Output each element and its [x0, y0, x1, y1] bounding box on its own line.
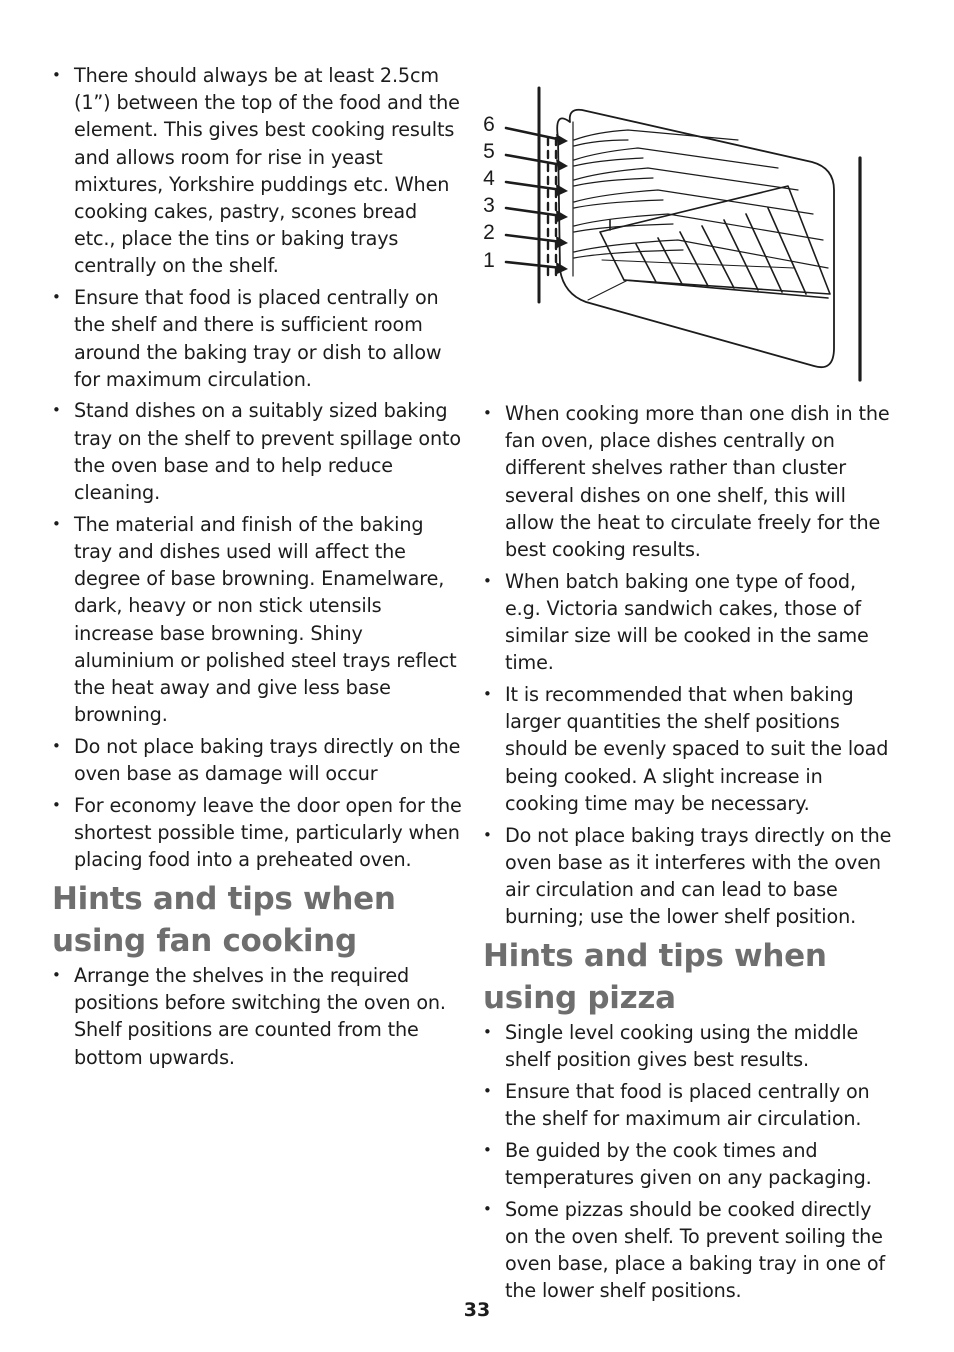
bullet-glyph: •	[52, 736, 61, 755]
shelf-number-4: 4	[483, 167, 495, 190]
bullet-glyph: •	[483, 1081, 492, 1100]
list-item	[483, 1196, 895, 1305]
list-item-text: Arrange the shelves in the required positions before switching the oven on. Shelf positions are counted from the bottom upwards.	[74, 963, 446, 1069]
bullet-glyph: •	[52, 401, 61, 420]
list-item	[483, 822, 895, 931]
list-item	[483, 1019, 895, 1073]
list-item	[52, 733, 462, 787]
bullet-glyph: •	[483, 1140, 492, 1159]
pizza-bullet-list	[483, 1019, 895, 1305]
list-item-text: Ensure that food is placed centrally on the shelf for maximum air circulation.	[505, 1079, 870, 1130]
list-item-text: Be guided by the cook times and temperatures given on any packaging.	[505, 1138, 872, 1189]
list-item	[483, 400, 895, 563]
shelf-number-1: 1	[483, 249, 495, 272]
fan-cooking-heading: Hints and tips when using fan cooking	[52, 880, 396, 959]
bullet-glyph: •	[483, 1199, 492, 1218]
pizza-heading: Hints and tips when using pizza	[483, 937, 827, 1016]
list-item-text: Ensure that food is placed centrally on the shelf and there is sufficient room around the baking tray or dish to allow for maximum circulation.	[74, 286, 442, 391]
shelf-number-6: 6	[483, 113, 495, 136]
fan-bullet-list	[52, 962, 462, 1071]
list-item	[52, 284, 462, 393]
list-item	[483, 681, 895, 817]
list-item	[52, 511, 462, 729]
list-item	[483, 568, 895, 677]
list-item	[52, 962, 462, 1071]
bullet-glyph: •	[52, 514, 61, 533]
list-item-text: Stand dishes on a suitably sized baking tray on the shelf to prevent spillage onto the oven base and to help reduce cleaning.	[74, 399, 461, 505]
oven-shelf-diagram	[478, 80, 878, 390]
list-item	[52, 62, 462, 280]
left-bullet-list	[52, 62, 462, 873]
right-bullet-list	[483, 400, 895, 930]
runner-guides	[548, 138, 556, 276]
list-item	[52, 397, 462, 506]
bullet-glyph: •	[52, 965, 61, 984]
page-number: 33	[463, 1299, 491, 1321]
shelf-number-5: 5	[483, 140, 495, 163]
list-item-text: The material and finish of the baking tray and dishes used will affect the degree of base browning. Enamelware, dark, heavy or non stick utensils increase base browning. Shiny aluminium or polished steel trays reflect the heat away and give less base browning.	[74, 512, 457, 727]
shelf-arrows	[506, 128, 562, 268]
list-item-text: Single level cooking using the middle shelf position gives best results.	[505, 1020, 859, 1072]
list-item	[52, 792, 462, 874]
shelf-number-3: 3	[483, 194, 495, 217]
bullet-glyph: •	[483, 404, 492, 422]
list-item-text: When batch baking one type of food, e.g. Victoria sandwich cakes, those of similar size will be cooked in the same time.	[505, 569, 869, 675]
bullet-glyph: •	[52, 795, 61, 814]
lower-shelf-hint	[588, 280, 628, 300]
left-column	[52, 62, 462, 1075]
wire-shelf	[600, 186, 830, 298]
oven-shelf-illustration	[478, 80, 878, 390]
list-item-text: When cooking more than one dish in the fan oven, place dishes centrally on different shelves rather than cluster several dishes on one shelf, this will allow the heat to circulate freely for the best cooking results.	[505, 402, 890, 562]
shelf-runners	[574, 130, 828, 268]
list-item-text: For economy leave the door open for the shortest possible time, particularly when placing food into a preheated oven.	[74, 793, 462, 872]
bullet-glyph: •	[483, 685, 492, 704]
right-column	[483, 400, 895, 1309]
list-item-text: Do not place baking trays directly on the oven base as it interferes with the oven air circulation and can lead to base burning; use the lower shelf position.	[505, 823, 892, 929]
bullet-glyph: •	[483, 1022, 492, 1041]
bullet-glyph: •	[483, 571, 492, 590]
list-item	[483, 1137, 895, 1191]
list-item-text: There should always be at least 2.5cm (1”) between the top of the food and the element. This gives best cooking results and allows room for rise in yeast mixtures, Yorkshire puddings etc. When cooking cakes, pastry, scones bread etc., place the tins or baking trays centrally on the shelf.	[74, 64, 460, 278]
list-item-text: Do not place baking trays directly on the oven base as damage will occur	[74, 734, 461, 786]
bullet-glyph: •	[483, 825, 492, 844]
oven-cavity-outline	[557, 110, 834, 367]
bullet-glyph: •	[52, 66, 61, 84]
list-item	[483, 1078, 895, 1132]
bullet-glyph: •	[52, 288, 61, 307]
list-item-text: It is recommended that when baking larger quantities the shelf positions should be evenly spaced to suit the load being cooked. A slight increase in cooking time may be necessary.	[505, 683, 889, 815]
shelf-number-labels	[483, 113, 495, 272]
shelf-number-2: 2	[483, 221, 495, 244]
list-item-text: Some pizzas should be cooked directly on the oven shelf. To prevent soiling the oven base, place a baking tray in one of the lower shelf positions.	[505, 1197, 886, 1303]
